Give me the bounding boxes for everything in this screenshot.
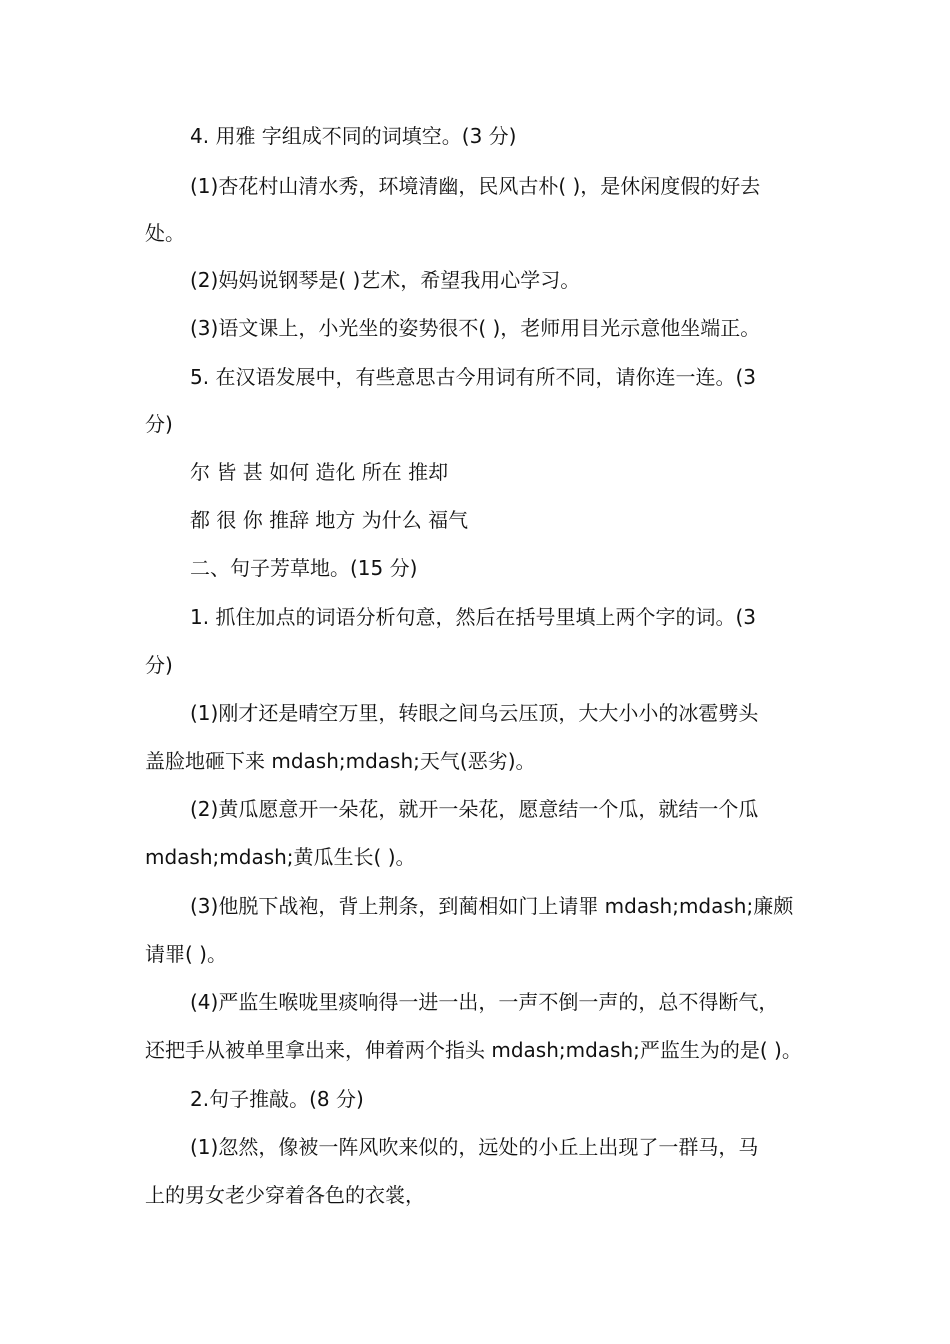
section-2-heading: 二、句子芳草地。(15 分): [190, 556, 418, 580]
section-2-q1-item-1-cont: 盖脸地砸下来 mdash;mdash;天气(恶劣)。: [145, 749, 536, 773]
match-row-ancient: 尔 皆 甚 如何 造化 所在 推却: [190, 460, 449, 484]
question-4-item-1-cont: 处。: [145, 221, 185, 245]
question-4-item-1: (1)杏花村山清水秀，环境清幽，民风古朴( )，是休闲度假的好去: [190, 174, 761, 198]
section-2-q1-item-3-cont: 请罪( )。: [145, 942, 227, 966]
question-4-heading: 4. 用雅 字组成不同的词填空。(3 分): [190, 124, 517, 148]
section-2-q1-item-1: (1)刚才还是晴空万里，转眼之间乌云压顶，大大小小的冰雹劈头: [190, 701, 759, 725]
section-2-q1-item-2-cont: mdash;mdash;黄瓜生长( )。: [145, 845, 416, 869]
match-row-modern: 都 很 你 推辞 地方 为什么 福气: [190, 508, 469, 532]
section-2-q1-item-4-cont: 还把手从被单里拿出来，伸着两个指头 mdash;mdash;严监生为的是( )。: [145, 1038, 802, 1062]
section-2-q1-item-2: (2)黄瓜愿意开一朵花，就开一朵花，愿意结一个瓜，就结一个瓜: [190, 797, 759, 821]
section-2-q2-heading: 2.句子推敲。(8 分): [190, 1087, 364, 1111]
section-2-q1-heading: 1. 抓住加点的词语分析句意，然后在括号里填上两个字的词。(3: [190, 605, 756, 629]
question-4-item-2: (2)妈妈说钢琴是( )艺术，希望我用心学习。: [190, 268, 581, 292]
question-5-heading: 5. 在汉语发展中，有些意思古今用词有所不同，请你连一连。(3: [190, 365, 756, 389]
section-2-q2-item-1-cont: 上的男女老少穿着各色的衣裳，: [145, 1183, 425, 1207]
question-4-item-3: (3)语文课上，小光坐的姿势很不( )，老师用目光示意他坐端正。: [190, 316, 761, 340]
section-2-q1-item-4: (4)严监生喉咙里痰响得一进一出，一声不倒一声的，总不得断气，: [190, 990, 779, 1014]
question-5-heading-cont: 分): [145, 412, 173, 436]
section-2-q1-item-3: (3)他脱下战袍，背上荆条，到蔺相如门上请罪 mdash;mdash;廉颇: [190, 894, 794, 918]
section-2-q2-item-1: (1)忽然，像被一阵风吹来似的，远处的小丘上出现了一群马，马: [190, 1135, 759, 1159]
section-2-q1-heading-cont: 分): [145, 653, 173, 677]
